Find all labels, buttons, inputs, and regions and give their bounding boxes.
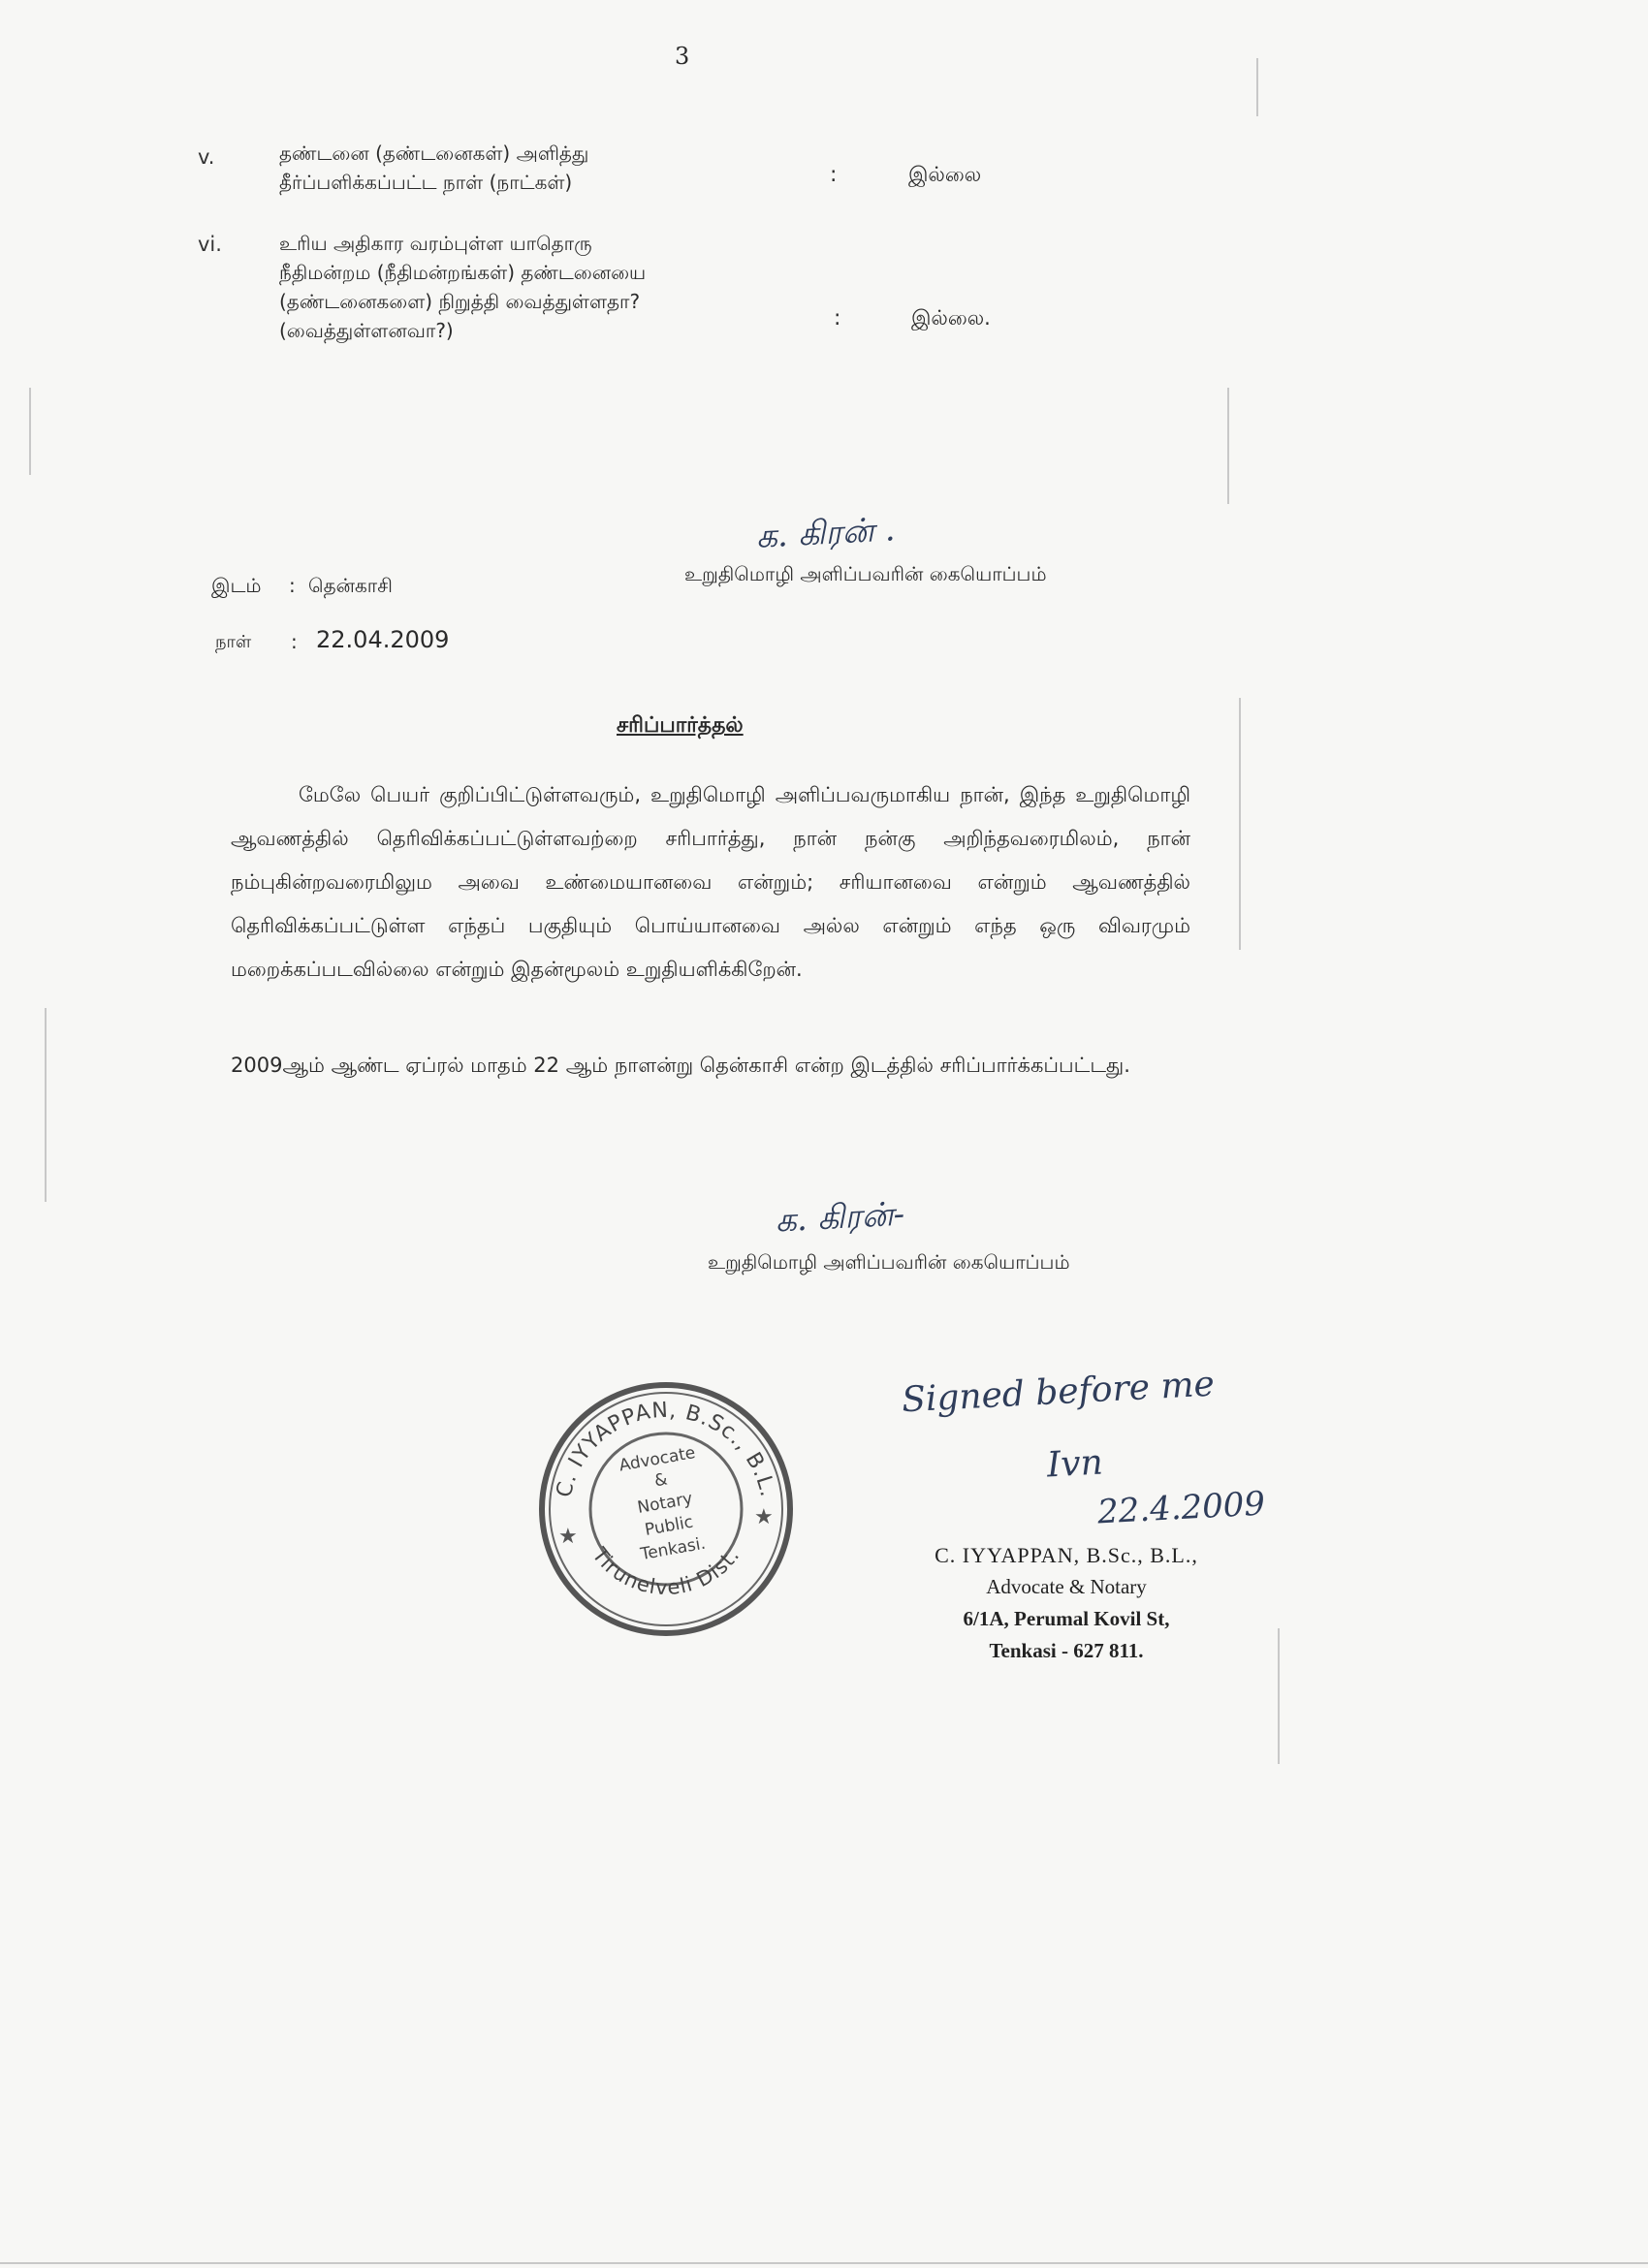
notary-signature-line: Ivn: [1045, 1442, 1104, 1486]
scan-artifact: [0, 2262, 1648, 2264]
stamp-bottom-text: Tirunelveli Dist.: [587, 1543, 745, 1600]
scan-artifact: [29, 388, 31, 475]
stamp-line: Advocate: [618, 1443, 697, 1476]
signature-caption: உறுதிமொழி அளிப்பவரின் கையொப்பம்: [684, 562, 1047, 585]
item-colon: :: [834, 306, 841, 331]
scan-artifact: [1227, 388, 1229, 504]
deponent-signature: க. கிரன்-: [774, 1194, 906, 1241]
deponent-signature: க. கிரன் .: [754, 510, 897, 556]
place-value: தென்காசி: [308, 574, 393, 597]
question-line: நீதிமன்றம (நீதிமன்றங்கள்) தண்டனையை: [279, 261, 647, 284]
place-label: இடம்: [211, 574, 262, 597]
place-colon: :: [289, 574, 296, 597]
item-answer: இல்லை.: [911, 306, 991, 330]
item-number: v.: [198, 145, 215, 169]
dated-paragraph: 2009ஆம் ஆண்ட ஏப்ரல் மாதம் 22 ஆம் நாளன்று தென்காசி என்ற இடத்தில் சரிப்பார்க்கப்பட்டது.: [231, 1054, 1130, 1077]
notary-address-line: Advocate & Notary: [986, 1575, 1147, 1598]
question-line: தீர்ப்பளிக்கப்பட்ட நாள் (நாட்கள்): [279, 171, 573, 194]
date-value: 22.04.2009: [316, 626, 450, 653]
stamp-ring-text: C. IYYAPPAN, B.Sc., B.L.: [552, 1398, 780, 1500]
notary-address-line: Tenkasi - 627 811.: [989, 1639, 1144, 1662]
signature-caption: உறுதிமொழி அளிப்பவரின் கையொப்பம்: [708, 1250, 1070, 1274]
question-line: தண்டனை (தண்டனைகள்) அளித்து: [279, 142, 589, 165]
notary-address-line: 6/1A, Perumal Kovil St,: [963, 1607, 1170, 1630]
verification-paragraph: மேலே பெயர் குறிப்பிட்டுள்ளவரும், உறுதிமொழி அளிப்பவருமாகிய நான், இந்த உறுதிமொழி ஆவணத்தில் தெரிவிக்கப்பட்டுள்ளவற்றை சரிபார்த்து, நான் நன்கு அறிந்தவரைமிலம், நான் நம்புகின்றவரைமிலும அவை உண்மையானவை என்றும்; சரியானவை என்றும் ஆவணத்தில் தெரிவிக்கப்பட்டுள்ள எந்தப் பகுதியும் பொய்யானவை அல்ல என்றும் எந்த ஒரு விவரமும் மறைக்கப்படவில்லை என்றும் இதன்மூலம் உறுதியளிக்கிறேன்.: [231, 783, 1190, 981]
item-colon: :: [830, 163, 838, 187]
star-icon: ★: [558, 1525, 578, 1549]
notary-address-line: C. IYYAPPAN, B.Sc., B.L.,: [935, 1543, 1198, 1567]
page-number: 3: [675, 43, 690, 70]
question-line: உரிய அதிகார வரம்புள்ள யாதொரு: [279, 232, 592, 255]
date-colon: :: [291, 630, 298, 653]
item-number: vi.: [198, 233, 222, 256]
scan-artifact: [1256, 58, 1258, 116]
verification-heading: சரிப்பார்த்தல்: [617, 713, 744, 738]
question-line: (தண்டனைகளை) நிறுத்தி வைத்துள்ளதா?: [279, 290, 641, 313]
item-question: [279, 229, 646, 345]
item-question: [279, 139, 588, 197]
notary-signature-date: 22.4.2009: [1096, 1484, 1266, 1532]
scan-artifact: [1278, 1628, 1280, 1764]
star-icon: ★: [754, 1505, 774, 1529]
date-label: நாள்: [215, 632, 252, 652]
stamp-line: &: [652, 1469, 670, 1492]
notary-stamp: [535, 1378, 797, 1640]
notary-address: [892, 1539, 1241, 1667]
item-answer: இல்லை: [908, 163, 982, 186]
stamp-line: Tenkasi.: [639, 1533, 708, 1565]
stamp-graphic: [535, 1378, 797, 1640]
scan-artifact: [45, 1008, 47, 1202]
question-line: (வைத்துள்ளனவா?): [279, 319, 454, 342]
notary-signature-line: Signed before me: [901, 1364, 1216, 1421]
stamp-line: Notary: [636, 1489, 694, 1518]
stamp-line: Public: [643, 1512, 695, 1540]
scan-artifact: [1239, 698, 1241, 950]
